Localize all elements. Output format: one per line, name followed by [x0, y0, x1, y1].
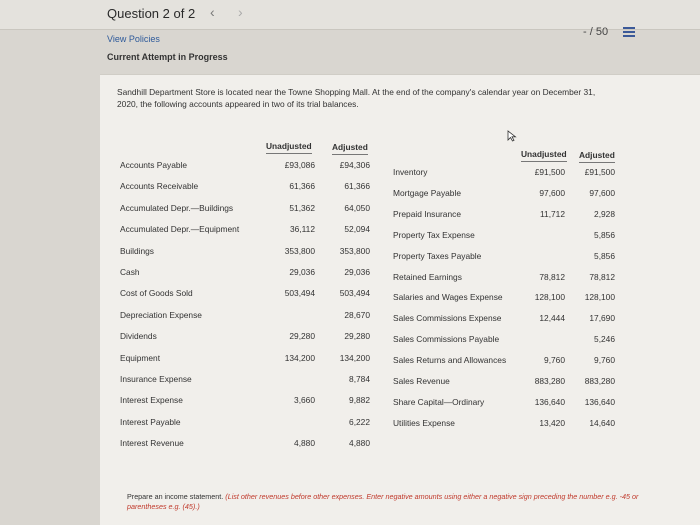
right-header-unadjusted: Unadjusted [521, 149, 567, 162]
left-unadjusted-value: 3,660 [294, 395, 315, 406]
right-unadjusted-value: 12,444 [539, 313, 565, 324]
mouse-cursor-icon [507, 130, 517, 142]
right-adjusted-value: 9,760 [594, 355, 615, 366]
right-adjusted-value: 5,856 [594, 250, 615, 261]
right-adjusted-value: 136,640 [584, 396, 615, 407]
right-unadjusted-value: 78,812 [539, 271, 565, 282]
right-account-label: Salaries and Wages Expense [393, 292, 503, 303]
question-title: Question 2 of 2 [107, 6, 196, 21]
left-account-label: Accounts Payable [120, 160, 188, 170]
instruction-main: Prepare an income statement. [127, 492, 224, 501]
left-account-label: Accumulated Depr.—Buildings [120, 202, 234, 213]
right-adjusted-value: 5,246 [594, 334, 615, 345]
left-unadjusted-value: 61,366 [289, 181, 315, 192]
right-unadjusted-value: £91,500 [534, 167, 565, 177]
left-unadjusted-value: 29,036 [289, 267, 315, 277]
instruction-note: (List other revenues before other expenses. Enter negative amounts using either a negative sign preceding the number e.g. -45 or parentheses e.g. (45).) [127, 492, 639, 511]
right-adjusted-value: £91,500 [584, 167, 615, 177]
left-adjusted-value: 29,036 [344, 267, 370, 277]
attempt-status: Current Attempt in Progress [107, 52, 228, 62]
right-adjusted-value: 97,600 [589, 187, 615, 198]
left-header-unadjusted: Unadjusted [266, 141, 312, 154]
list-icon[interactable] [623, 27, 635, 38]
right-unadjusted-value: 883,280 [534, 376, 565, 386]
right-account-label: Sales Commissions Expense [393, 313, 502, 324]
right-account-label: Property Tax Expense [393, 229, 475, 240]
left-account-label: Insurance Expense [120, 374, 192, 384]
chevron-right-icon[interactable]: › [238, 4, 243, 20]
left-adjusted-value: 61,366 [344, 181, 370, 192]
left-account-label: Cash [120, 267, 140, 277]
right-account-label: Inventory [393, 167, 428, 177]
left-unadjusted-value: 503,494 [284, 288, 315, 299]
left-adjusted-value: 503,494 [339, 288, 370, 299]
right-account-label: Sales Returns and Allowances [393, 355, 507, 366]
left-account-label: Interest Expense [120, 395, 183, 406]
left-unadjusted-value: 134,200 [284, 352, 315, 363]
left-account-label: Interest Revenue [120, 438, 184, 449]
left-unadjusted-value: 4,880 [294, 438, 315, 449]
left-adjusted-value: 64,050 [344, 202, 370, 213]
right-adjusted-value: 128,100 [584, 292, 615, 303]
left-unadjusted-value: 353,800 [284, 245, 315, 256]
left-adjusted-value: 134,200 [339, 352, 370, 363]
left-adjusted-value: £94,306 [339, 160, 370, 170]
view-policies-link[interactable]: View Policies [107, 34, 160, 44]
right-account-label: Share Capital—Ordinary [393, 396, 485, 407]
right-unadjusted-value: 136,640 [534, 396, 565, 407]
right-account-label: Property Taxes Payable [393, 250, 482, 261]
left-account-label: Buildings [120, 245, 154, 256]
left-adjusted-value: 6,222 [349, 416, 370, 427]
right-adjusted-value: 883,280 [584, 376, 615, 386]
left-adjusted-value: 9,882 [349, 395, 370, 406]
question-intro: Sandhill Department Store is located near the Towne Shopping Mall. At the end of the company's calendar year on December 31, 2020, the following accounts appeared in two of its trial balances. [117, 87, 596, 109]
right-adjusted-value: 14,640 [589, 417, 615, 428]
instruction-text [127, 492, 647, 512]
left-adjusted-value: 29,280 [344, 331, 370, 342]
left-adjusted-value: 28,670 [344, 309, 370, 320]
left-account-label: Interest Payable [120, 416, 181, 427]
right-unadjusted-value: 11,712 [540, 208, 565, 219]
left-account-label: Accounts Receivable [120, 181, 199, 192]
left-account-label: Accumulated Depr.—Equipment [120, 224, 240, 235]
right-adjusted-value: 78,812 [589, 271, 615, 282]
chevron-left-icon[interactable]: ‹ [210, 4, 215, 20]
left-adjusted-value: 52,094 [344, 224, 370, 235]
left-unadjusted-value: 36,112 [290, 224, 315, 235]
right-account-label: Retained Earnings [393, 271, 462, 282]
left-account-label: Cost of Goods Sold [120, 288, 193, 299]
right-account-label: Utilities Expense [393, 417, 455, 428]
left-unadjusted-value: 29,280 [289, 331, 315, 342]
left-adjusted-value: 4,880 [349, 438, 370, 449]
right-account-label: Mortgage Payable [393, 187, 461, 198]
right-unadjusted-value: 9,760 [544, 355, 565, 366]
left-unadjusted-value: £93,086 [284, 160, 315, 170]
right-adjusted-value: 5,856 [594, 229, 615, 240]
left-account-label: Equipment [120, 352, 161, 363]
right-adjusted-value: 17,690 [589, 313, 615, 324]
right-unadjusted-value: 97,600 [539, 187, 565, 198]
right-unadjusted-value: 128,100 [534, 292, 565, 303]
left-adjusted-value: 353,800 [339, 245, 370, 256]
right-adjusted-value: 2,928 [594, 208, 615, 219]
right-header-adjusted: Adjusted [579, 150, 615, 163]
right-account-label: Prepaid Insurance [393, 208, 461, 219]
left-adjusted-value: 8,784 [349, 374, 370, 384]
left-account-label: Dividends [120, 331, 157, 342]
right-account-label: Sales Revenue [393, 376, 450, 386]
left-unadjusted-value: 51,362 [289, 202, 315, 213]
left-header-adjusted: Adjusted [332, 142, 368, 155]
score-display: - / 50 [583, 26, 609, 38]
right-unadjusted-value: 13,420 [539, 417, 565, 428]
left-account-label: Depreciation Expense [120, 309, 202, 320]
right-account-label: Sales Commissions Payable [393, 334, 500, 345]
